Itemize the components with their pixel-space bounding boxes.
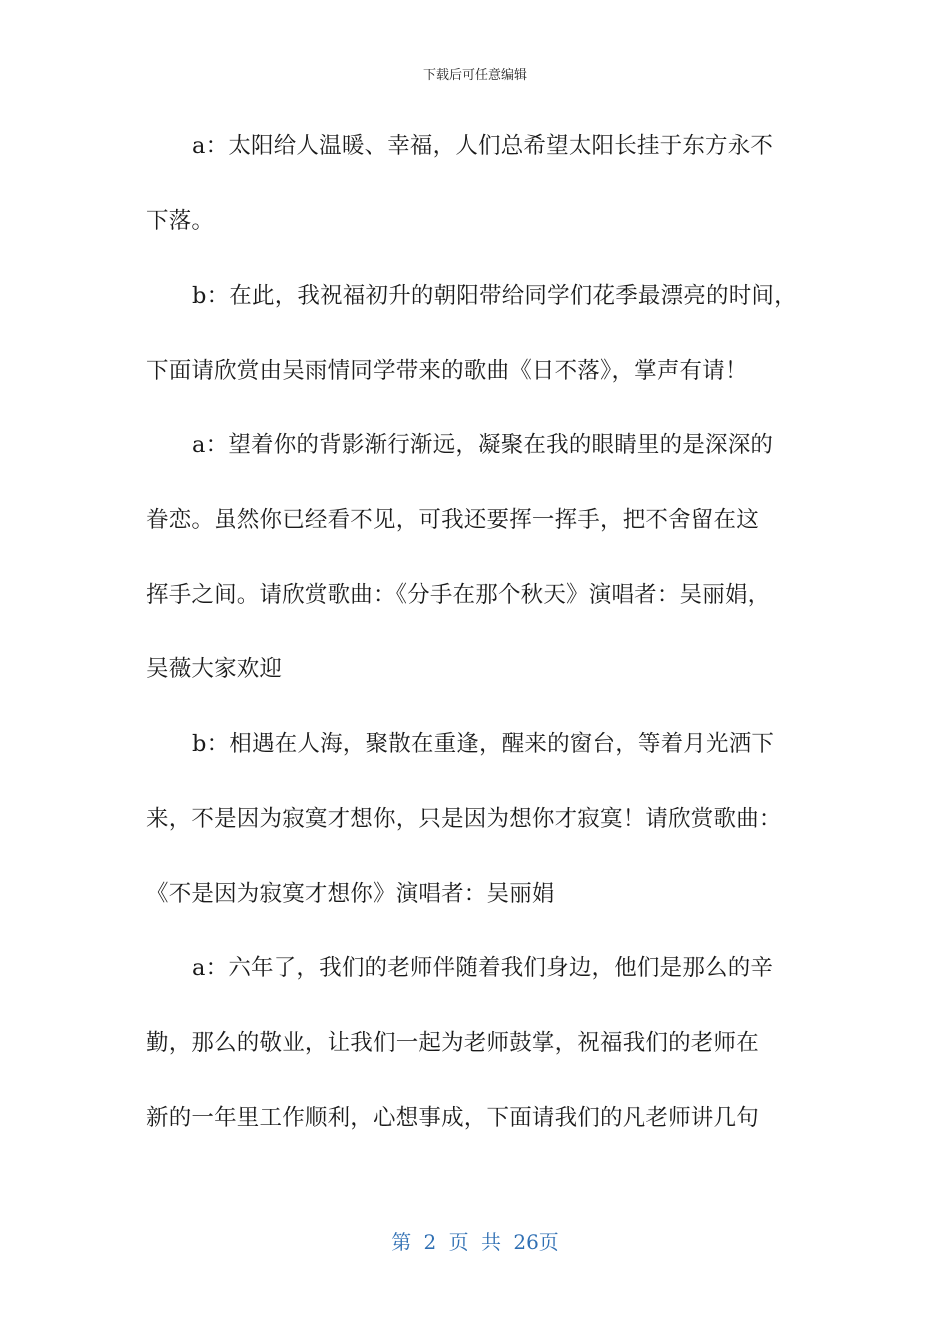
body-line: 《不是因为寂寞才想你》演唱者：吴丽娟: [146, 881, 555, 907]
body-line: b：相遇在人海，聚散在重逢，醒来的窗台，等着月光洒下: [192, 731, 775, 757]
page-number-footer: 第 2 页 共 26页: [391, 1230, 559, 1254]
body-line: 吴薇大家欢迎: [146, 656, 283, 682]
body-line: 新的一年里工作顺利，心想事成，下面请我们的凡老师讲几句: [146, 1105, 759, 1131]
body-line: 挥手之间。请欣赏歌曲：《分手在那个秋天》演唱者：吴丽娟，: [146, 582, 771, 608]
body-line: 勤，那么的敬业，让我们一起为老师鼓掌，祝福我们的老师在: [146, 1030, 759, 1056]
body-line: b：在此，我祝福初升的朝阳带给同学们花季最漂亮的时间，: [192, 283, 797, 309]
body-line: 下落。: [146, 208, 215, 234]
body-line: a：六年了，我们的老师伴随着我们身边，他们是那么的辛: [192, 955, 774, 981]
body-line: a：太阳给人温暖、幸福，人们总希望太阳长挂于东方永不: [192, 133, 774, 159]
body-line: 眷恋。虽然你已经看不见，可我还要挥一挥手，把不舍留在这: [146, 507, 759, 533]
body-line: a：望着你的背影渐行渐远，凝聚在我的眼睛里的是深深的: [192, 432, 774, 458]
body-line: 来，不是因为寂寞才想你，只是因为想你才寂寞！请欣赏歌曲：: [146, 806, 782, 832]
body-line: 下面请欣赏由吴雨情同学带来的歌曲《日不落》，掌声有请！: [146, 358, 748, 384]
page-header: 下载后可任意编辑: [422, 68, 527, 83]
